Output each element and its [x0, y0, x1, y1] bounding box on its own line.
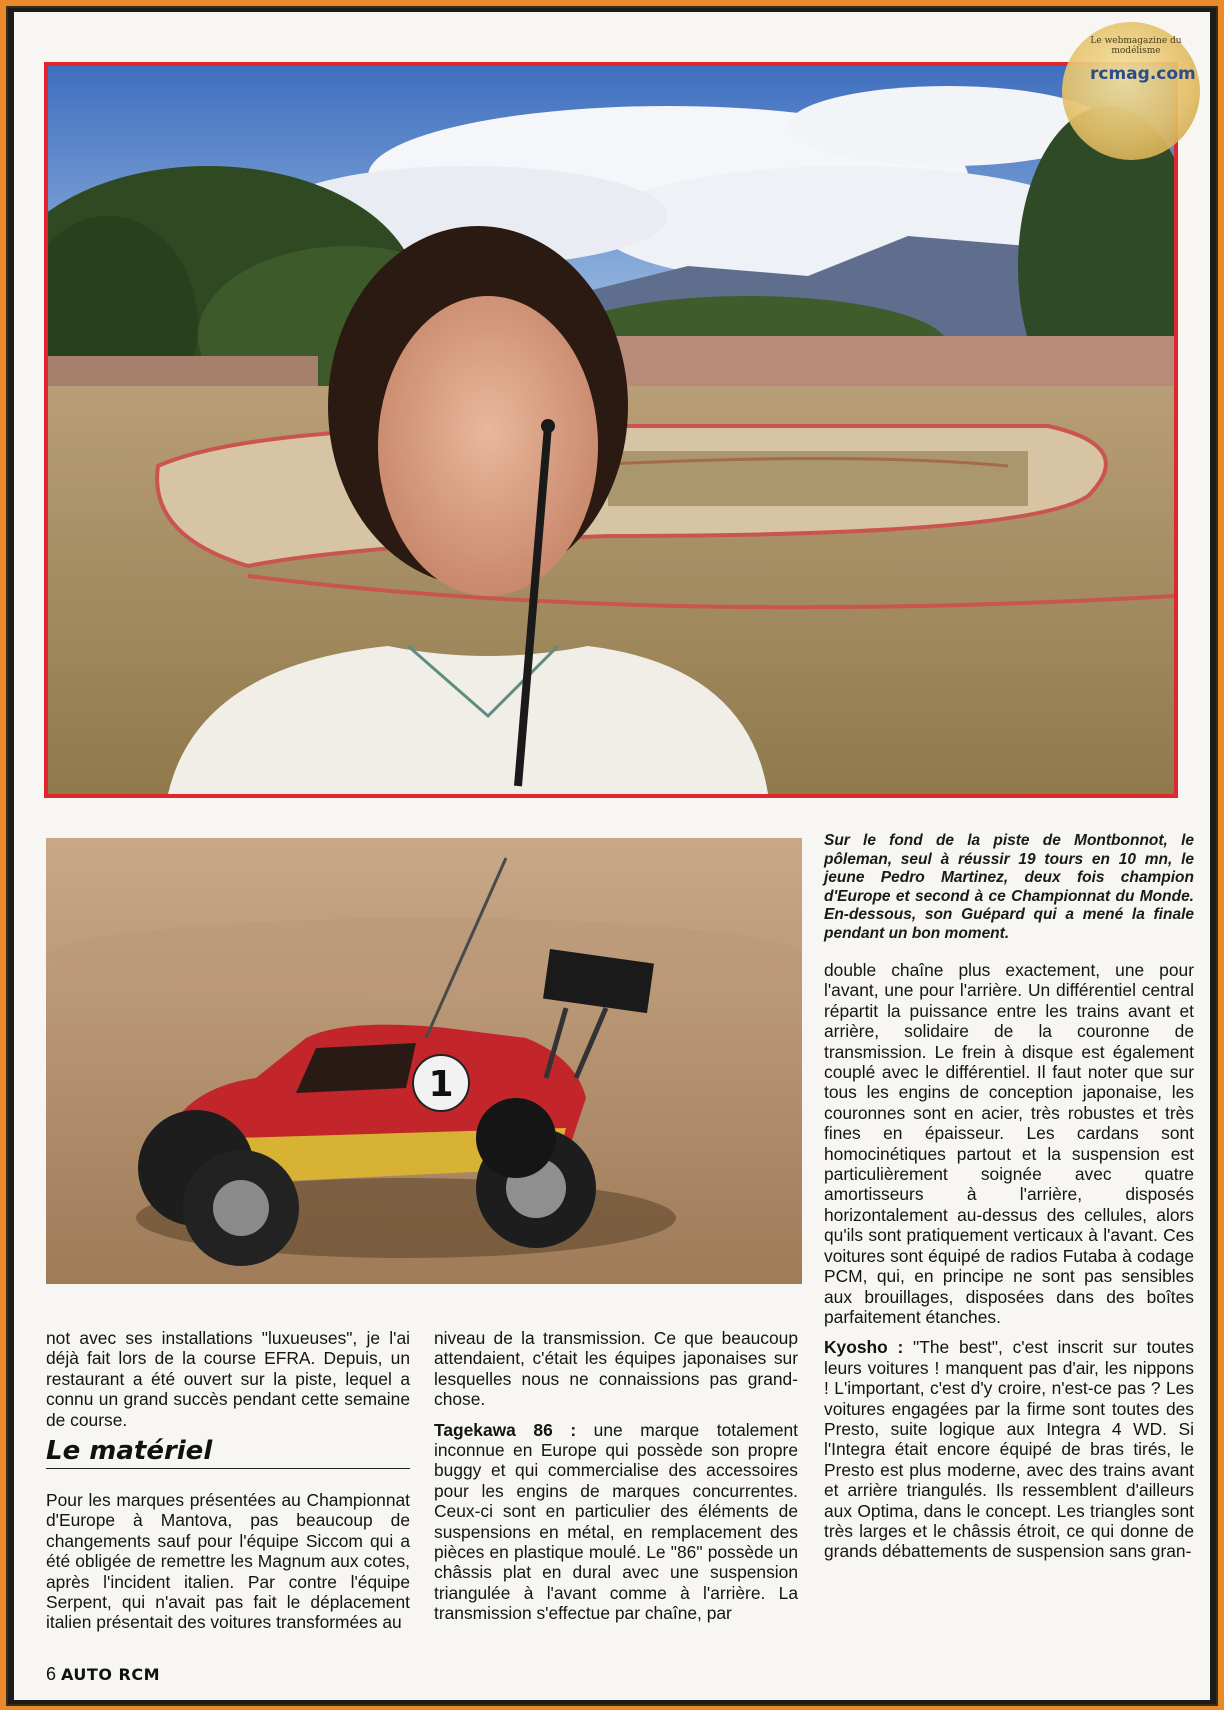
- kyosho-lead: Kyosho :: [824, 1337, 904, 1358]
- column-3: [824, 960, 1194, 1572]
- logo-brand: rcmag.com: [1090, 64, 1196, 84]
- col3-paragraph-1: double chaîne plus exactement, une pour l'avant, une pour l'arrière. Un différentiel central répartit la puissance entre les trains avant et arrière, solidaire de la couronne de transmission. Le frein à disque est également couplé avec le différentiel. Il faut noter que sur tous les engins de conception japonaise, les couronnes sont en acier, très robustes et très fines en épaisseur. Les cardans sont homocinétiques partout et la suspension est particulièrement soignée avec quatre amortisseurs à l'arrière, disposés horizontalement au-dessus des cellules, alors qu'ils sont pratiquement verticaux à l'avant. Ces voitures sont équipé de radios Futaba à codage PCM, qui, en principe ne sont pas sensibles aux brouillages, disposées dans des boîtes parfaitement étanches.: [824, 960, 1194, 1327]
- page-footer: [46, 1664, 160, 1685]
- col2-paragraph-1: niveau de la transmission. Ce que beaucoup attendaient, c'était les équipes japonaises sur lesquelles nous ne connaissions pas grand-chose.: [434, 1328, 798, 1410]
- car-number: 1: [428, 1064, 454, 1105]
- column-1-bottom: [46, 1490, 410, 1643]
- kyosho-text: "The best", c'est inscrit sur toutes leurs voitures ! manquent pas d'air, les nippons ! L'important, c'est d'y croire, n'est-ce pas ? Les voitures engagées par la firme sont toutes des Presto, suite logique aux Integra 4 WD. Si l'Integra était encore équipé de bras tirés, le Presto est plus moderne, avec des trains avant et arrière triangulés. Ils ressemblent d'ailleurs aux Optima, dans le concept. Les triangles sont très larges et le châssis étroit, ce qui donne de grands débattements de suspension sans gran-: [824, 1337, 1194, 1562]
- magazine-page: [14, 12, 1210, 1700]
- car-photo: [46, 838, 802, 1284]
- page-number: 6: [46, 1664, 57, 1684]
- photo-caption: Sur le fond de la piste de Montbonnot, le pôleman, seul à réussir 19 tours en 10 mn, le jeune Pedro Martinez, deux fois champion d'Europe et second à ce Championnat du Monde. En-dessous, son Guépard qui a mené la finale pendant un bon moment.: [824, 832, 1194, 942]
- logo-tagline: Le webmagazine du modélisme: [1090, 36, 1182, 56]
- col3-paragraph-2: [824, 1337, 1194, 1561]
- tagekawa-text: une marque totalement inconnue en Europe qui possède son propre buggy et qui commercialise des accessoires pour les engins de marques concurrentes. Ceux-ci sont en particulier des éléments de suspensions en métal, en remplacement des pièces en plastique moulé. Le "86" possède un châssis plat en dural avec une suspension triangulée à l'avant comme à l'arrière. La transmission s'effectue par chaîne, par: [434, 1419, 798, 1624]
- col2-paragraph-2: [434, 1420, 798, 1624]
- col1-paragraph-1: not avec ses installations "luxueuses", je l'ai déjà fait lors de la course EFRA. Depuis, un restaurant a été ouvert sur la piste, lequel a connu un grand succès pendant cette semaine de course.: [46, 1328, 410, 1430]
- tagekawa-lead: Tagekawa 86 :: [434, 1419, 577, 1440]
- col1-paragraph-2: Pour les marques présentées au Championnat d'Europe à Mantova, pas beaucoup de changements sauf pour l'équipe Siccom qui a été obligée de remettre les Magnum aux cotes, après l'incident italien. Par contre l'équipe Serpent, qui n'avait pas fait le déplacement italien présentait des voitures transformées au: [46, 1490, 410, 1633]
- column-2: [434, 1328, 798, 1634]
- hero-photo: [44, 62, 1196, 798]
- magazine-name: AUTO RCM: [61, 1665, 160, 1684]
- column-1-top: [46, 1328, 410, 1440]
- section-title: Le matériel: [46, 1436, 410, 1469]
